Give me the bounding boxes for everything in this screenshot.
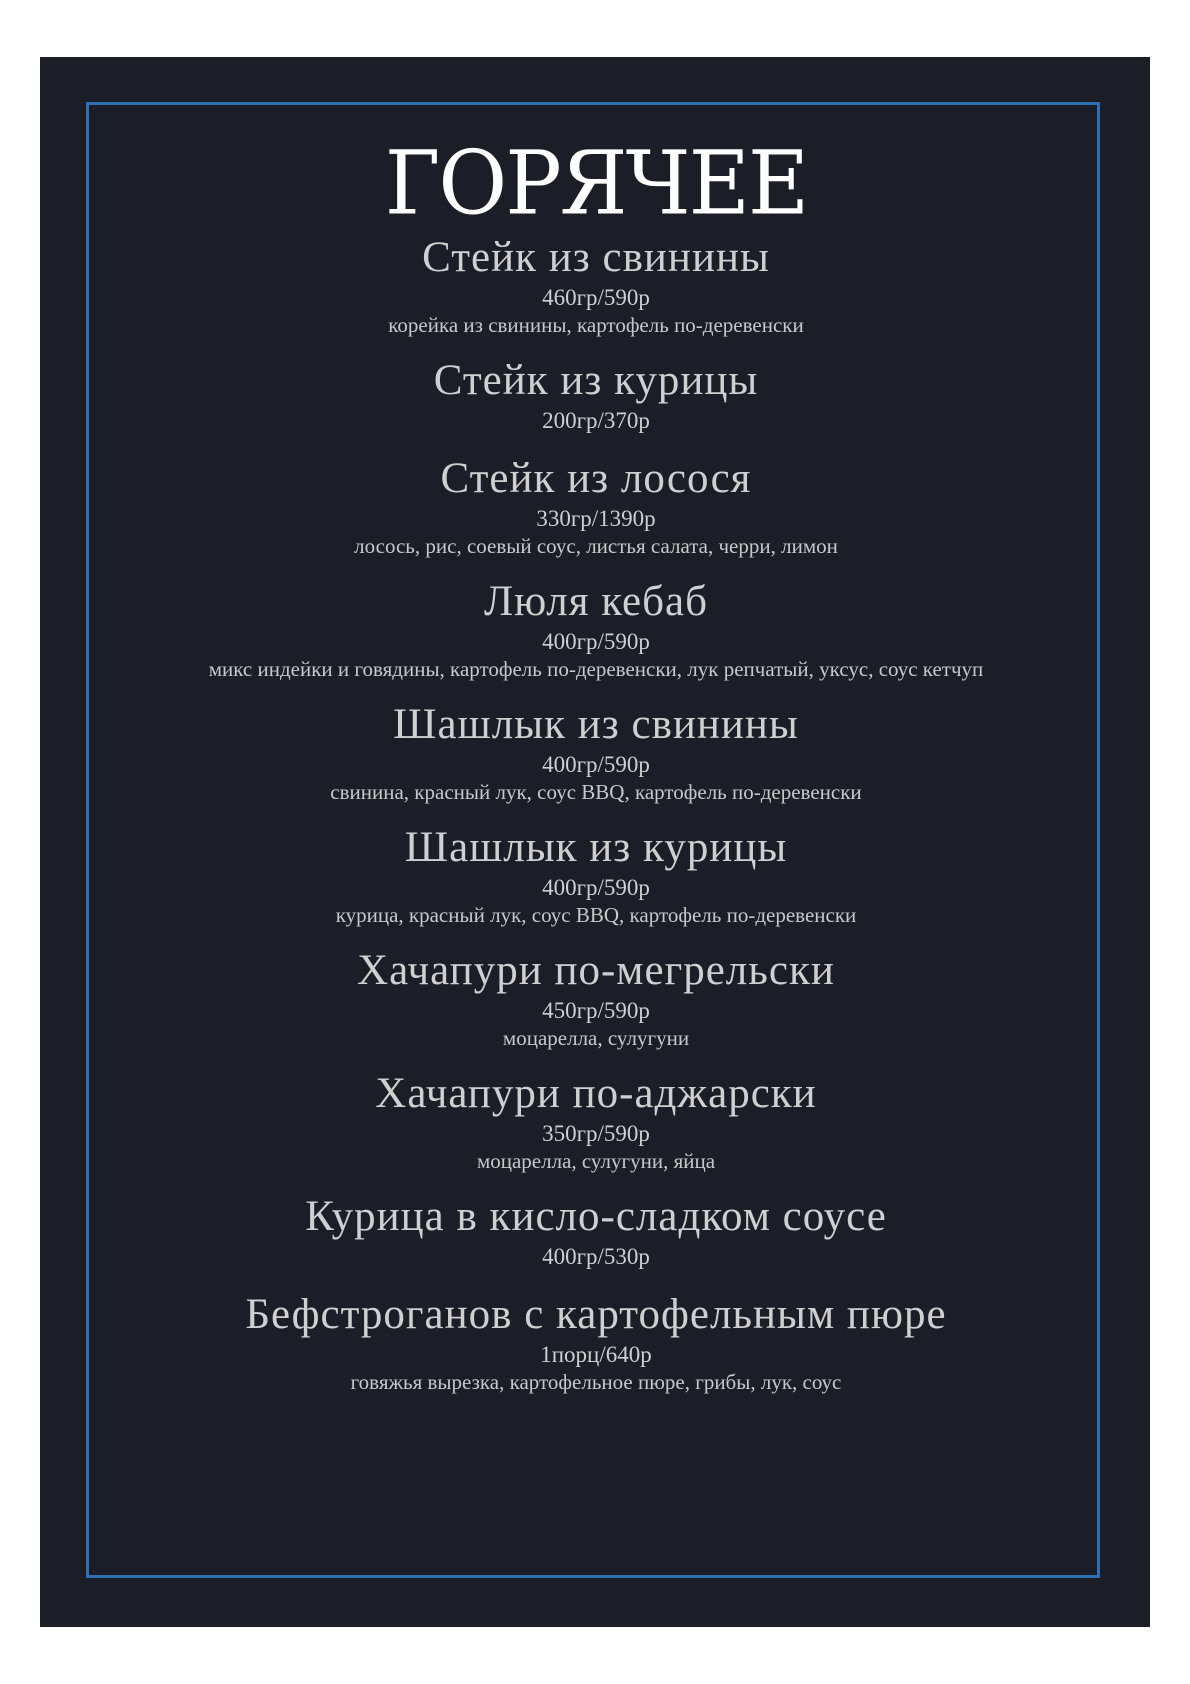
menu-item bbox=[89, 823, 1103, 928]
dish-description: моцарелла, сулугуни, яйца bbox=[476, 1149, 716, 1173]
dish-price: 400гр/590р bbox=[542, 875, 650, 900]
menu-item bbox=[89, 356, 1103, 436]
menu-item bbox=[89, 1069, 1103, 1174]
dish-price: 400гр/590р bbox=[542, 752, 650, 777]
dish-description: лосось, рис, соевый соус, листья салата, черри, лимон bbox=[354, 534, 838, 558]
dish-name: Стейк из лосося bbox=[440, 455, 752, 502]
dish-name: Хачапури по-аджарски bbox=[375, 1070, 817, 1117]
menu-item bbox=[89, 1290, 1103, 1395]
menu-item bbox=[89, 454, 1103, 559]
menu-item bbox=[89, 577, 1103, 682]
dish-description: микс индейки и говядины, картофель по-деревенски, лук репчатый, уксус, соус кетчуп bbox=[208, 657, 984, 681]
dish-price: 400гр/530р bbox=[542, 1244, 650, 1269]
dish-name: Шашлык из курицы bbox=[404, 824, 788, 871]
dish-name: Люля кебаб bbox=[484, 578, 708, 625]
menu-item bbox=[89, 1192, 1103, 1272]
menu-title: ГОРЯЧЕЕ bbox=[384, 131, 808, 235]
dish-name: Хачапури по-мегрельски bbox=[357, 947, 835, 994]
dish-price: 400гр/590р bbox=[542, 629, 650, 654]
dish-description: свинина, красный лук, соус BBQ, картофель по-деревенски bbox=[330, 780, 862, 804]
menu-item bbox=[89, 946, 1103, 1051]
dish-name: Курица в кисло-сладком соусе bbox=[305, 1193, 887, 1240]
menu-content bbox=[89, 105, 1103, 1395]
dish-description: моцарелла, сулугуни bbox=[502, 1026, 690, 1050]
dish-price: 460гр/590р bbox=[542, 285, 650, 310]
dish-price: 330гр/1390р bbox=[536, 506, 656, 531]
dish-description: корейка из свинины, картофель по-деревенски bbox=[388, 313, 804, 337]
menu-frame bbox=[86, 102, 1100, 1578]
menu-page bbox=[40, 57, 1150, 1627]
dish-price: 450гр/590р bbox=[542, 998, 650, 1023]
dish-price: 1порц/640р bbox=[540, 1342, 652, 1367]
dish-name: Стейк из свинины bbox=[422, 234, 770, 281]
menu-item bbox=[89, 233, 1103, 338]
dish-name: Бефстроганов с картофельным пюре bbox=[245, 1291, 947, 1338]
dish-price: 200гр/370р bbox=[542, 408, 650, 433]
dish-name: Стейк из курицы bbox=[433, 357, 759, 404]
dish-description: курица, красный лук, соус BBQ, картофель по-деревенски bbox=[335, 903, 857, 927]
dish-price: 350гр/590р bbox=[542, 1121, 650, 1146]
dish-description: говяжья вырезка, картофельное пюре, грибы, лук, соус bbox=[350, 1370, 842, 1394]
menu-item bbox=[89, 700, 1103, 805]
dish-name: Шашлык из свинины bbox=[393, 701, 799, 748]
